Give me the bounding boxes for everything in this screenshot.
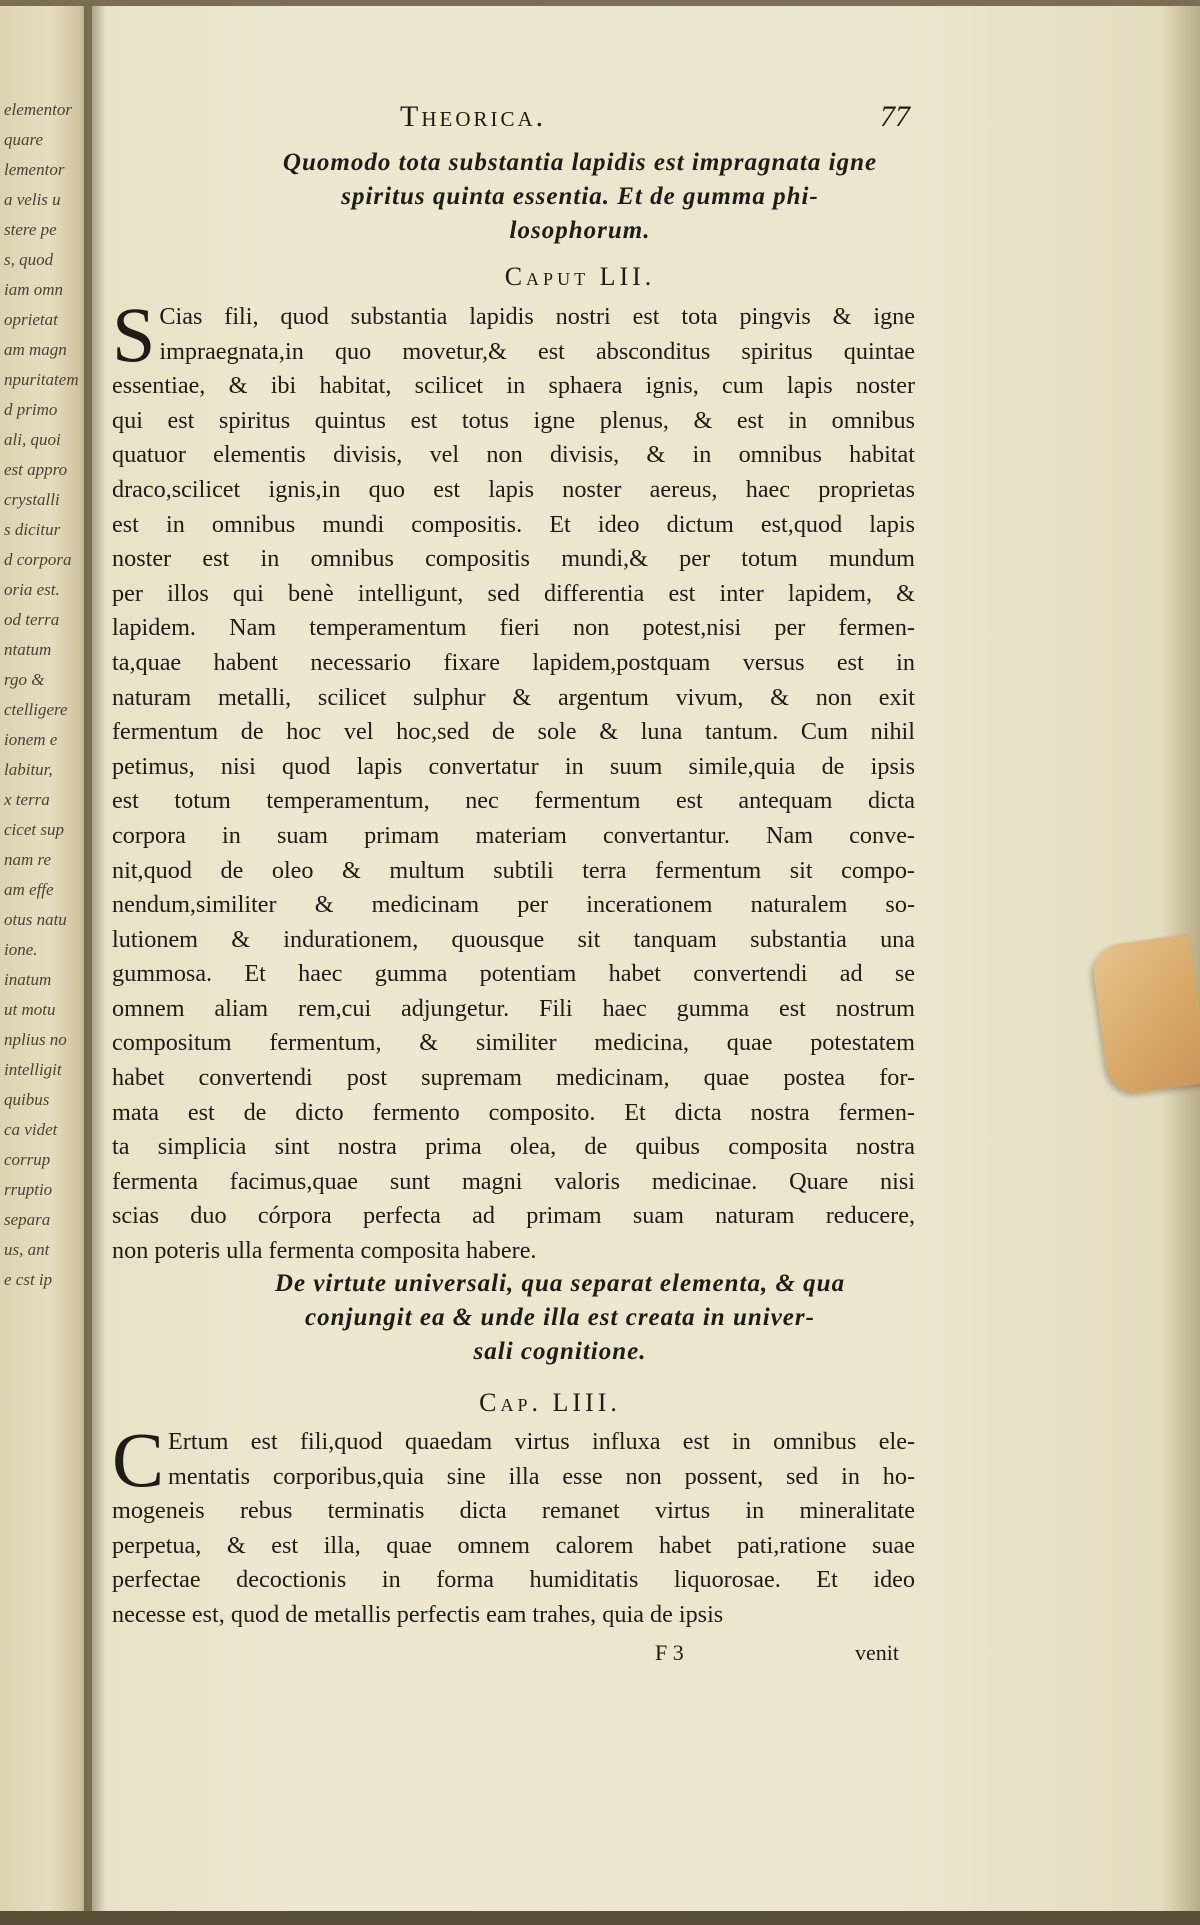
text-line: gummosa. Et haec gumma potentiam habet convertendi ad se [112,960,915,988]
text-line: qui est spiritus quintus est totus igne plenus, & est in omnibus [112,406,915,434]
facing-page-fragment: us, ant [4,1240,50,1259]
text-line: est totum temperamentum, nec fermentum est antequam dicta [112,787,915,815]
facing-page-fragment: est appro [4,460,68,479]
text-line: Cias fili, quod substantia lapidis nostri est tota pingvis & igne [159,303,915,330]
facing-page-fragment: quibus [4,1090,50,1109]
facing-page-fragment: s, quod [4,250,54,269]
facing-page-edge [0,0,92,1925]
facing-page-fragment: npuritatem [4,370,79,389]
text-line: mata est de dicto fermento composito. Et dicta nostra fermen- [112,1098,915,1126]
facing-page-fragment: inatum [4,970,52,989]
facing-page-fragment: ca videt [4,1120,58,1139]
chapter-53-label: Cap. LIII. [479,1388,621,1417]
facing-page-fragment: rgo & [4,670,45,689]
facing-page-fragment: oria est. [4,580,60,599]
book-page [100,0,1100,1925]
facing-page-fragment: elementor [4,100,72,119]
heading-line: spiritus quinta essentia. Et de gumma phi- [341,183,819,210]
signature-mark: F 3 [655,1640,684,1665]
facing-page-fragment: quare [4,130,44,149]
facing-page-fragment: stere pe [4,220,57,239]
facing-page-fragment: oprietat [4,310,58,329]
facing-page-fragment: a velis u [4,190,61,209]
facing-page-fragment: lementor [4,160,65,179]
facing-page-fragment: am effe [4,880,54,899]
text-line: naturam metalli, scilicet sulphur & argentum vivum, & non exit [112,683,915,711]
text-line: mogeneis rebus terminatis dicta remanet virtus in mineralitate [112,1497,915,1525]
text-line: lutionem & indurationem, quousque sit tanquam substantia una [112,925,915,953]
chapter-53-heading [120,1267,1000,1369]
text-line: per illos qui benè intelligunt, sed differentia est inter lapidem, & [112,579,915,607]
facing-page-fragment: am magn [4,340,67,359]
facing-page-fragment: nplius no [4,1030,67,1049]
facing-page-fragment: nam re [4,850,52,869]
page-number: 77 [880,100,910,133]
text-line: impraegnata,in quo movetur,& est absconditus spiritus quintae [159,337,915,365]
text-line: essentiae, & ibi habitat, scilicet in sphaera ignis, cum lapis noster [112,372,915,400]
text-line: petimus, nisi quod lapis convertatur in suum simile,quia de ipsis [112,752,915,780]
text-line: ta,quae habent necessario fixare lapidem,postquam versus est in [112,648,915,676]
text-line: ta simplicia sint nostra prima olea, de quibus composita nostra [112,1133,915,1161]
text-line: draco,scilicet ignis,in quo est lapis noster aereus, haec proprietas [112,475,915,503]
heading-line: sali cognitione. [473,1338,647,1365]
facing-page-fragment: iam omn [4,280,64,299]
facing-page-fragment: rruptio [4,1180,53,1199]
chapter-52-heading [140,146,1020,248]
chapter-52-text [112,291,915,1269]
text-line: perpetua, & est illa, quae omnem calorem habet pati,ratione suae [112,1531,915,1559]
text-line: lapidem. Nam temperamentum fieri non potest,nisi per fermen- [112,614,915,642]
facing-page-fragment: ionem e [4,730,58,749]
heading-line: De virtute universali, qua separat elementa, & qua [274,1270,846,1297]
facing-page-fragment: ntatum [4,640,52,659]
facing-page-fragment: ut motu [4,1000,56,1019]
text-line: habet convertendi post supremam medicinam, quae postea for- [112,1064,915,1092]
heading-line: Quomodo tota substantia lapidis est impragnata igne [282,149,878,176]
facing-page-fragment: d primo [4,400,58,419]
text-line: perfectae decoctionis in forma humiditatis liquorosae. Et ideo [112,1566,915,1594]
chapter-53-text [112,1416,915,1633]
facing-page-fragment: cicet sup [4,820,64,839]
text-line: non poteris ulla fermenta composita habere. [112,1237,537,1265]
facing-page-fragment: labitur, [4,760,53,779]
facing-page-fragment: crystalli [4,490,60,509]
text-line: quatuor elementis divisis, vel non divisis, & in omnibus habitat [112,441,915,469]
drop-cap: S [112,291,156,378]
facing-page-fragment: intelligit [4,1060,62,1079]
facing-page-fragment: separa [4,1210,51,1229]
facing-page-fragment: otus natu [4,910,67,929]
chapter-52-label: Caput LII. [504,262,656,291]
text-line: Ertum est fili,quod quaedam virtus influxa est in omnibus ele- [168,1428,915,1455]
heading-line: losophorum. [509,217,651,244]
text-line: mentatis corporibus,quia sine illa esse non possent, sed in ho- [168,1462,915,1490]
facing-page-fragment: d corpora [4,550,72,569]
drop-cap: C [112,1416,165,1503]
facing-page-fragment: ione. [4,940,38,959]
facing-page-fragment: ali, quoi [4,430,61,449]
text-line: fermentum de hoc vel hoc,sed de sole & luna tantum. Cum nihil [112,718,915,746]
facing-page-fragment: x terra [4,790,50,809]
facing-page-fragment: ctelligere [4,700,68,719]
text-line: scias duo córpora perfecta ad primam suam naturam reducere, [112,1202,915,1230]
text-line: omnem aliam rem,cui adjungetur. Fili haec gumma est nostrum [112,994,915,1022]
facing-page-fragment: od terra [4,610,60,629]
text-line: noster est in omnibus compositis mundi,& per totum mundum [112,545,915,573]
text-line: compositum fermentum, & similiter medicina, quae potestatem [112,1029,915,1057]
running-title: Theorica. [400,100,547,133]
text-line: nendum,similiter & medicinam per incerationem naturalem so- [112,891,915,919]
facing-page-fragment: corrup [4,1150,51,1169]
heading-line: conjungit ea & unde illa est creata in univer- [305,1304,815,1331]
facing-page-fragment: e cst ip [4,1270,53,1289]
text-line: fermenta facimus,quae sunt magni valoris medicinae. Quare nisi [112,1167,915,1195]
text-line: necesse est, quod de metallis perfectis eam trahes, quia de ipsis [112,1600,724,1628]
catchword: venit [855,1640,899,1665]
text-line: est in omnibus mundi compositis. Et ideo dictum est,quod lapis [112,510,915,538]
facing-page-fragment: s dicitur [4,520,61,539]
text-line: nit,quod de oleo & multum subtili terra fermentum sit compo- [112,856,915,884]
text-line: corpora in suam primam materiam convertantur. Nam conve- [112,821,915,849]
